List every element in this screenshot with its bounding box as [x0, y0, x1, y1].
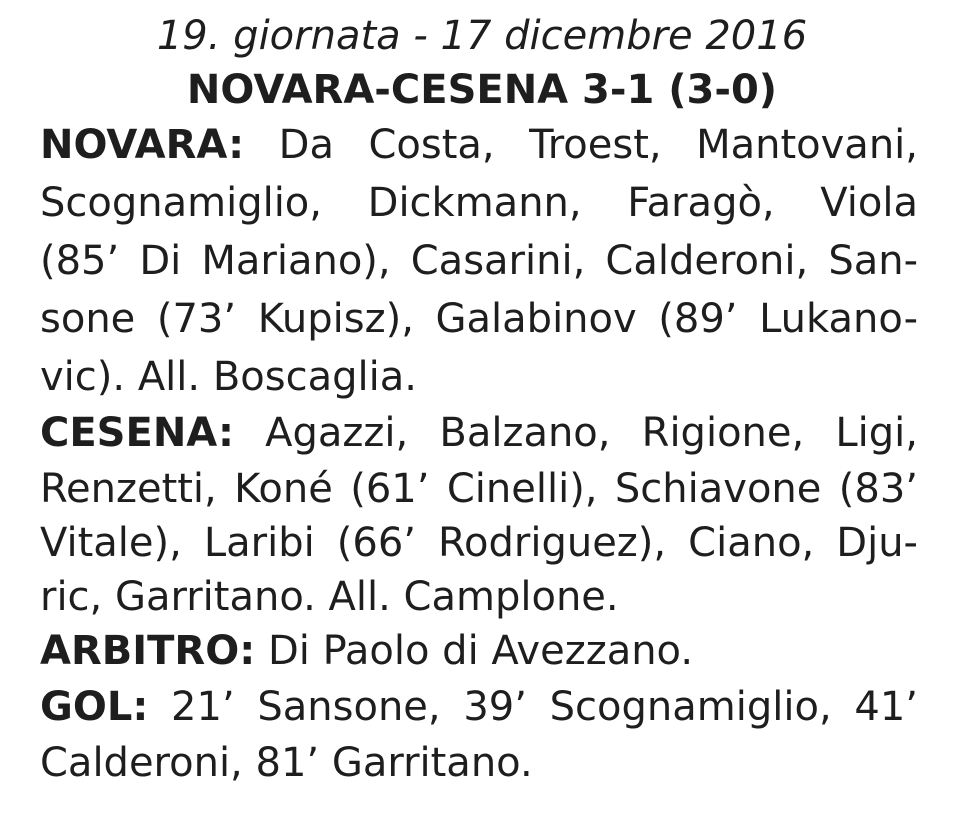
novara-line-5: vic). All. Boscaglia.	[40, 354, 417, 400]
novara-line-2: Scognamiglio, Dickmann, Faragò, Viola	[40, 180, 918, 226]
novara-line-3: (85’ Di Mariano), Casarini, Calderoni, San-	[40, 238, 918, 284]
novara-label: NOVARA:	[40, 122, 245, 168]
gol-line-1	[40, 678, 918, 736]
cesena-line-2: Renzetti, Koné (61’ Cinelli), Schiavone (83’	[40, 466, 918, 512]
cesena-line-1	[40, 404, 918, 462]
gol-line-2: Calderoni, 81’ Garritano.	[40, 740, 533, 786]
arbitro-label: ARBITRO:	[40, 628, 256, 674]
match-title: NOVARA-CESENA 3-1 (3-0)	[186, 67, 778, 113]
gol-label: GOL:	[40, 684, 149, 730]
cesena-text-1: Agazzi, Balzano, Rigione, Ligi,	[265, 410, 918, 456]
gol-text-1: 21’ Sansone, 39’ Scognamiglio, 41’	[171, 684, 918, 730]
novara-line-1	[40, 116, 918, 174]
arbitro-line	[40, 622, 918, 680]
novara-line-4: sone (73’ Kupisz), Galabinov (89’ Lukano-	[40, 296, 918, 342]
match-date: 19. giornata - 17 dicembre 2016	[156, 13, 808, 59]
arbitro-text: Di Paolo di Avezzano.	[267, 628, 694, 674]
novara-text-1: Da Costa, Troest, Mantovani,	[278, 122, 918, 168]
cesena-line-4: ric, Garritano. All. Camplone.	[40, 574, 619, 620]
cesena-label: CESENA:	[40, 410, 234, 456]
cesena-line-3: Vitale), Laribi (66’ Rodriguez), Ciano, Dju-	[40, 520, 918, 566]
